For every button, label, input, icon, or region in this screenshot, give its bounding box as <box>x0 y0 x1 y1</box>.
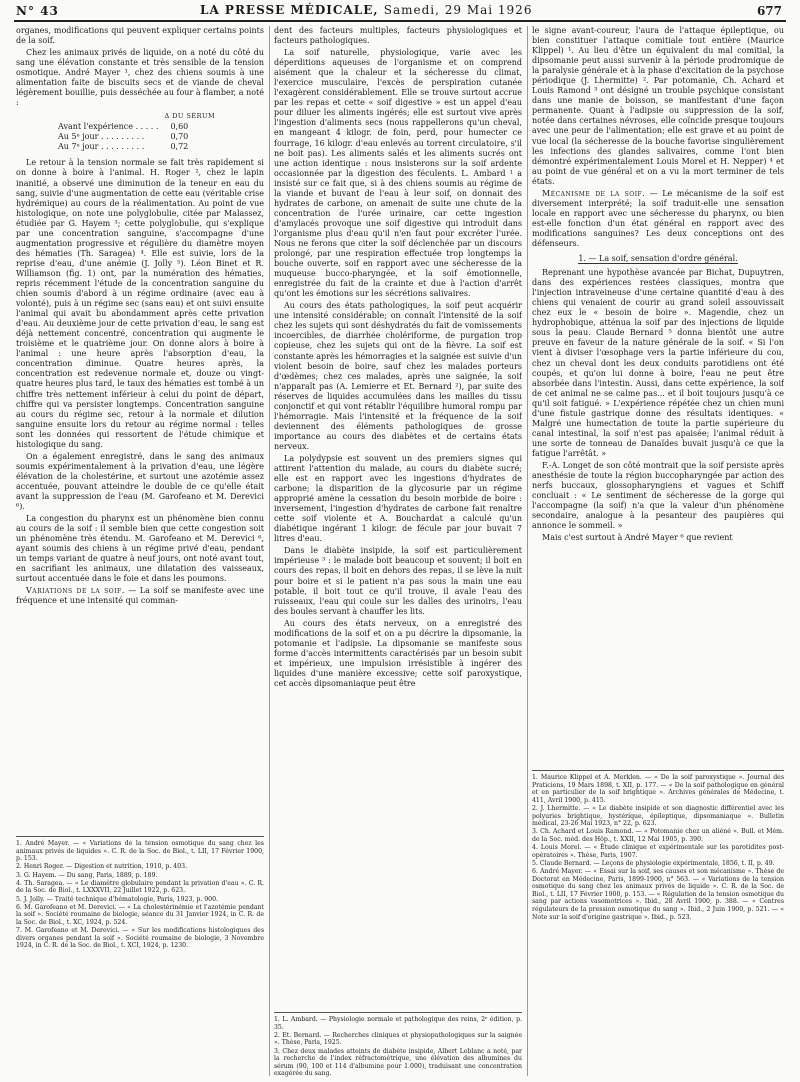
footnotes-col3 <box>532 770 784 922</box>
section-text: — Le mécanisme de la soif est diversement interprété; la soif traduit-elle une sensation locale en rapport avec une sécheresse du pharynx, ou bien est-elle fonction d'un état général en rapport avec des modifications sanguines? Les deux conceptions ont des défenseurs. <box>532 188 784 248</box>
paragraph: La polydypsie est souvent un des premiers signes qui attirent l'attention du malade, au cours du diabète sucré; elle est en rapport avec les ingestions d'hydrates de carbone; la disparition de la glycosurie par un régime approprié amène la cessation du besoin morbide de boire : inversement, l'ingestion d'hydrates de carbone fait renaître cette soif violente et A. Bouchardat a calculé qu'un diabétique ingérant 1 kilogr. de fécule par jour buvait 7 litres d'eau. <box>274 453 522 544</box>
footnote: 4. Th. Saragea. — « Le diamètre globulaire pendant la privation d'eau ». C. R. de la Soc. de Biol., t. LXXXVII, 22 Juillet 1922, p. 623. <box>16 879 264 895</box>
section-text: — La soif se manifeste avec une fréquence et une intensité qui comman- <box>16 586 264 606</box>
table-cell: 0,60 <box>170 122 189 132</box>
section-paragraph <box>16 586 264 606</box>
table-cell: 0,70 <box>170 132 189 142</box>
journal-name: LA PRESSE MÉDICALE, <box>200 3 379 17</box>
table-row <box>52 122 215 132</box>
page-number: 677 <box>756 4 782 18</box>
paragraph: Chez les animaux privés de liquide, on a noté du côté du sang une élévation constante et très sensible de la tension osmotique. André Mayer ¹, chez des chiens soumis à une alimentation faite de biscuits secs et de viande de cheval légèrement bouillie, puis desséchée au four à flamber, a noté : <box>16 48 264 108</box>
paragraph: Dans le diabète insipide, la soif est particulièrement impérieuse ³ : le malade boit beaucoup et souvent; il boit en cours des repas, il boit en dehors des repas, il se lève la nuit pour boire et si le patient n'a pas sous la main une eau potable, il boit tout ce qu'il trouve, il avale l'eau des ruisseaux, l'eau qui coule sur les dalles des urinoirs, l'eau des boules servant à chauffer les lits. <box>274 546 522 616</box>
footnote: 5. J. Jolly. — Traité technique d'hématologie, Paris, 1923, p. 900. <box>16 895 219 903</box>
footnotes-col2 <box>274 1012 522 1079</box>
section-title: Mécanisme de la soif. <box>542 188 646 198</box>
paragraph: Mais c'est surtout à André Mayer ⁶ que revient <box>542 533 733 543</box>
table-row <box>52 142 215 152</box>
footnote: 7. M. Garofeano et M. Derevici. — « Sur les modifications histologiques des divers organes pendant la soif ». Société roumaine de biologie, 3 Novembre 1924, in C. R. de la Soc. de Biol., t. XCI, 1924, p. 1230. <box>16 927 264 950</box>
table-header: Δ DU SÉRUM <box>164 112 216 121</box>
paragraph: La congestion du pharynx est un phénomène bien connu au cours de la soif : il semble bien que cette congestion soit un phénomène très étendu. M. Garofeano et M. Derevici ⁶, ayant soumis des chiens à un régime privé d'eau, pendant un temps variant de quatre à neuf jours, ont noté avant tout, en sacrifiant les animaux, une dilatation des vaisseaux, surtout accentuée dans le foie et dans les poumons. <box>16 514 264 584</box>
footnote: 1. L. Ambard. — Physiologie normale et pathologique des reins, 2ᵉ édition, p. 35. <box>274 1016 522 1031</box>
table-row <box>52 132 215 142</box>
footnote: 1. André Mayer. — « Variations de la tension osmotique du sang chez les animaux privés de liquides ». C. R. de la Soc. de Biol., t. LII, 17 Février 1900, p. 153. <box>16 840 264 863</box>
footnote: 3. G. Hayem. — Du sang, Paris, 1889, p. 189. <box>16 871 158 879</box>
issue-number: N° 43 <box>16 4 59 18</box>
subheading <box>532 254 784 264</box>
paragraph: F.-A. Longet de son côté montrait que la soif persiste après anesthésie de toute la région buccopharyngée par action des nerfs buccaux, glossopharyngiens et vagues et Schiff concluait : « Le sentiment de sécheresse de la gorge qui l'accompagne (la soif) n'a que la valeur d'un phénomène secondaire, analogue à la pesanteur des paupières qui annonce le sommeil. » <box>532 460 784 531</box>
column-2 <box>274 26 522 1010</box>
paragraph: le signe avant-coureur, l'aura de l'attaque épileptique, ou bien constituer l'attaque comitiale tout entière (Maurice Klippel) ¹. Au lieu d'être un équivalent du mal comitial, la dipsomanie peut aussi survenir à la période prodromique de la paralysie générale et à la phase d'excitation de la psychose périodique (J. Lhermitte) ². Par potomanie, Ch. Achard et Louis Ramond ³ ont désigné un trouble psychique consistant dans une manie de boisson, se manifestant d'une façon permanente. Quant à l'adipsie ou suppression de la soif, notée dans certaines névroses, elle coïncide presque toujours avec une peur de l'alimentation; elle est grave et au point de vue local (la sécheresse de la bouche favorise singulièrement les infections des glandes salivaires, comme l'ont bien démontré expérimentalement Louis Morel et H. Nepper) ⁴ et au point de vue général et on a vu la mort terminer de tels états. <box>532 26 784 186</box>
footnote: 3. Chez deux malades atteints de diabète insipide, Albert Leblanc a noté, par la recherche de l'index réfractométrique, une élévation des albumines du sérum (90, 100 et 114 d'albumine pour 1.000), traduisant une concentration exagérée du sang. <box>274 1047 522 1078</box>
paragraph: Au cours des états pathologiques, la soif peut acquérir une intensité considérable; on connaît l'intensité de la soif chez les sujets qui sont déshydratés du fait de vomissements incoercibles, de diarrhée cholériforme, de purgation trop copieuse, chez les sujets qui ont de la fièvre. La soif est constante après les hémorragies et la saignée est suivie d'un violent besoin de boire, sauf chez les malades porteurs d'œdèmes; chez ces malades, après une saignée, la soif n'apparaît pas (A. Lemierre et Et. Bernard ²), par suite des réserves de liquides accumulées dans les mailles du tissu conjonctif et qui vont rétablir l'équilibre humoral rompu par l'hémorragie. Mais l'intensité et la fréquence de la soif deviennent des éléments pathologiques de grosse importance au cours des diabètes et de certains états nerveux. <box>274 301 522 451</box>
subheading-text: 1. — La soif, sensation d'ordre général. <box>578 254 738 264</box>
table-cell: Avant l'expérience . . . . . <box>58 122 159 132</box>
footnote: 1. Maurice Klippel et A. Merklen. — « De la soif paroxystique ». Journal des Praticiens, 19 Mars 1898, t. XII, p. 177. — « De la soif pathologique en général et en particulier de la soif brightique ». Archives générales de Médecine, t. 411, Avril 1900, p. 415. <box>532 774 784 804</box>
paragraph: dent des facteurs multiples, facteurs physiologiques et facteurs pathologiques. <box>274 26 522 46</box>
footnote: 3. Ch. Achard et Louis Ramond. — « Potomanie chez un aliéné ». Bull. et Mém. de la Soc. méd. des Hôp., t. XXII, 12 Mai 1905, p. 390. <box>532 828 784 843</box>
column-separator <box>527 26 528 1076</box>
table-cell: 0,72 <box>170 142 189 152</box>
header-rule <box>14 20 786 22</box>
paragraph: organes, modifications qui peuvent expliquer certains points de la soif. <box>16 26 264 46</box>
footnotes-col1 <box>16 836 264 950</box>
paragraph: Reprenant une hypothèse avancée par Bichat, Dupuytren, dans des expériences restées classiques, montra que l'injection intraveineuse d'une certaine quantité d'eau à des chiens qui venaient de courir au grand soleil assouvissait chez eux le « besoin de boire ». Magendie, chez un hydrophobique, atténua la soif par des injections de liquide sous la peau. Claude Bernard ⁵ donna bientôt une autre preuve en faveur de la nature générale de la soif. « Si l'on vient à diviser l'œsophage vers la partie inférieure du cou, chez un cheval dont les deux conduits parotidiens ont été coupés, et qu'on lui donne à boire, l'eau ne peut être absorbée dans l'intestin. Aussi, dans cette expérience, la soif de cet animal ne se calme pas... et il boit toujours jusqu'à ce qu'il soit fatigué. » L'expérience répétée chez un chien muni d'une fistule gastrique donne des résultats identiques. « Malgré une humectation de toute la partie supérieure du canal intestinal, la soif n'est pas apaisée; l'animal réduit à une sorte de tonneau de Danaïdes buvait jusqu'à ce que la fatigue l'arrêtât. » <box>532 268 784 458</box>
section-title: Variations de la soif. <box>26 586 125 596</box>
footnote: 2. Et. Bernard. — Recherches cliniques et physiopathologiques sur la saignée ». Thèse, Paris, 1925. <box>274 1031 522 1047</box>
journal-title <box>200 3 532 17</box>
table-cell: Au 5ᵉ jour . . . . . . . . . <box>58 132 145 142</box>
paragraph: Au cours des états nerveux, on a enregistré des modifications de la soif et on a pu décrire la dipsomanie, la potomanie et l'adipsie. La dipsomanie se manifeste sous forme d'accès intermittents caractérisés par un besoin subit et impérieux, une impulsion irrésistible à ingérer des liquides d'une manière excessive; cette soif paroxystique, cet accès dipsomaniaque peut être <box>274 618 522 688</box>
column-1 <box>16 26 264 836</box>
footnote: 6. M. Garofeano et M. Derevici. — « La cholestérinémie et l'azotémie pendant la soif ». Société roumaine de biologie, séance du 31 Janvier 1924, in C. R. de la Soc. de Biol., t. XC, 1924, p. 524. <box>16 903 264 926</box>
footnote: 2. Henri Roger. — Digestion et nutrition, 1910, p. 403. <box>16 863 188 871</box>
paragraph: On a également enregistré, dans le sang des animaux soumis expérimentalement à la privation d'eau, une légère élévation de la cholestérine, et surtout une azotémie assez accentuée, pouvant atteindre le double de ce qu'elle était avant la suppression de l'eau (M. Garofeano et M. Derevici ⁶). <box>16 451 264 512</box>
issue-date: Samedi, 29 Mai 1926 <box>383 3 533 17</box>
footnote: 6. André Mayer. — « Essai sur la soif, ses causes et son mécanisme ». Thèse de Doctorat en Médecine, Paris, 1899-1900, n° 563. — « Variations de la tension osmotique du sang chez les animaux privés de liquide ». C. R. de la Soc. de Biol., t. LII, 17 Février 1900, p. 153. — « Régulation de la tension osmotique du sang par actions vasomotrices ». Ibid., 28 Avril 1900, p. 388. — « Centres régulateurs de la pression osmotique du sang ». Ibid., 2 Juin 1900, p. 521. — « Note sur la soif d'origine gastrique ». Ibid., p. 523. <box>532 868 784 921</box>
column-separator <box>269 26 270 1076</box>
paragraph: Le retour à la tension normale se fait très rapidement si on donne à boire à l'animal. H. Roger ², chez le lapin inanitié, a observé une diminution de la teneur en eau du sang, suivie d'une augmentation de cette eau (véritable crise hydrémique) au cours de la réalimentation. Au point de vue histologique, on note une polyglobulie, citée par Malassez, étudiée par G. Hayem ³; cette polyglobulie, qui s'explique par une concentration sanguine, s'accompagne d'une augmentation progressive et régulière du diamètre moyen des hématies (Th. Saragea) ⁴. Elle est suivie, lors de la reprise d'eau, d'une anémie (J. Jolly ⁵). Léon Binet et R. Williamson (fig. 1) ont, par la numération des hématies, repris récemment l'étude de la concentration sanguine du chien soumis d'abord à un régime ordinaire (avec eau à volonté), puis à un régime sec (sans eau) et ont suivi ensuite l'animal qui avait bu abondamment après cette privation d'eau. Au deuxième jour de cette privation d'eau, le sang est déjà nettement concentré, concentration qui augmente le troisième et le quatrième jour. On donne alors à boire à l'animal : une heure après l'absorption d'eau, la concentration diminue. Quatre heures après, la concentration est redevenue normale et, douze ou vingt-quatre heures plus tard, le taux des hématies est tombé à un chiffre très nettement inférieur à celui du point de départ, chiffre qui va persister longtemps. Concentration sanguine au cours du régime sec, retour à la normale et dilution sanguine ensuite lors du retour au régime normal : telles sont les données qui ressortent de l'étude chimique et histologique du sang. <box>16 158 264 449</box>
footnote: 4. Louis Morel. — « Étude clinique et expérimentale sur les parotidites post-opératoires ». Thèse, Paris, 1907. <box>532 844 784 859</box>
column-3 <box>532 26 784 766</box>
footnote: 5. Claude Bernard. — Leçons de physiologie expérimentale, 1856, t. II, p. 49. <box>532 859 775 867</box>
page-header <box>0 0 800 26</box>
table-cell: Au 7ᵉ jour . . . . . . . . . <box>58 142 145 152</box>
footnote: 2. J. Lhermitte. — « Le diabète insipide et son diagnostic différentiel avec les polyuries brightique, hystérique, épileptique, dipsomaniaque ». Bulletin médical, 23-26 Mai 1923, n° 22, p. 623. <box>532 804 784 828</box>
serum-table <box>52 111 215 152</box>
section-paragraph <box>532 189 784 249</box>
paragraph: La soif naturelle, physiologique, varie avec les déperditions aqueuses de l'organisme et on comprend aisément que la chaleur et la sécheresse du climat, l'exercice musculaire, l'excès de perspiration cutanée l'exagèrent considérablement. Elle se trouve surtout accrue par les repas et cette « soif digestive » est un appel d'eau pour diluer les aliments ingérés; elle est surtout vive après l'ingestion d'aliments secs (nous rappellerons qu'un cheval, en mangeant 4 kilogr. de foin, perd, pour humecter ce fourrage, 16 kilogr. d'eau enlevés au torrent circulatoire, s'il ne boit pas). Les aliments salés et les aliments sucrés ont une action identique : nous insisterons sur la soif ardente occasionnée par la digestion des féculents. L. Ambard ¹ a insisté sur ce fait que, si à des chiens soumis au régime de la viande et buvant de l'eau à leur soif, on donnait des hydrates de carbone, on amenait de suite une chute de la concentration de l'urée urinaire, car cette ingestion d'amylacés provoque une soif digestive qui introduit dans l'organisme plus d'eau qu'il n'en faut pour excréter l'urée. Nous ne ferons que citer la soif déclenchée par un discours prolongé, par une respiration effectuée trop longtemps la bouche ouverte, soif en rapport avec une sécheresse de la muqueuse bucco-pharyngée, et la soif émotionnelle, enregistrée du fait de la crainte et due à l'action d'arrêt qu'ont les émotions sur les sécrétions salivaires. <box>274 48 522 299</box>
